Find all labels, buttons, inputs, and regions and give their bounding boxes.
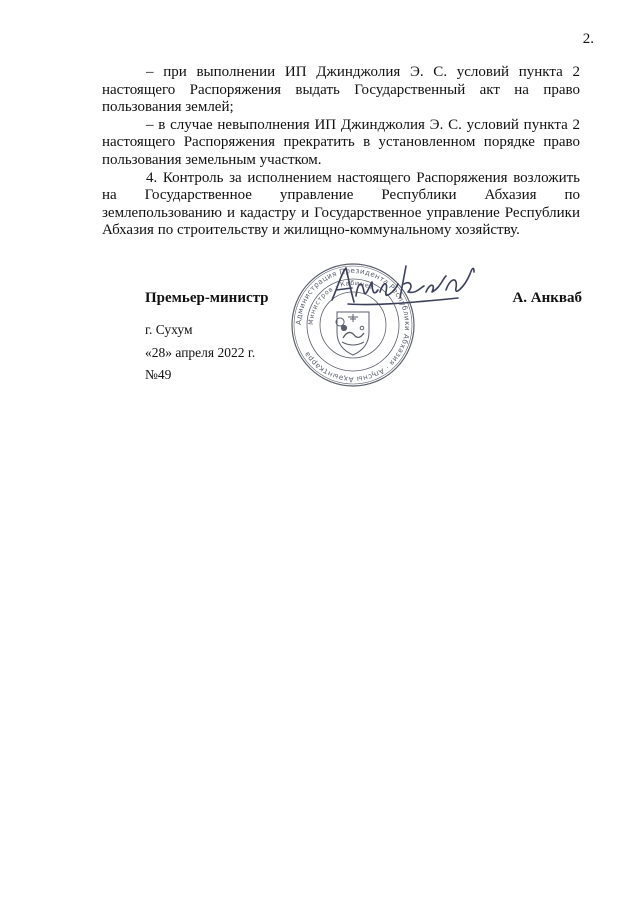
document-number: №49 xyxy=(145,367,172,382)
paragraph-1: – при выполнении ИП Джинджолия Э. С. условий пункта 2 настоящего Распоряжения выдать Государственный акт на право пользования землей; xyxy=(102,64,580,116)
paragraph-2: – в случае невыполнения ИП Джинджолия Э. С. условий пункта 2 настоящего Распоряжения прекратить в установленном порядке право пользования земельным участком. xyxy=(102,116,580,168)
handwritten-signature-icon xyxy=(328,262,478,312)
position-title: Премьер-министр xyxy=(145,290,269,306)
seal-outer-text: Администрация Президента Республики Абхазия · Аҧсны Аҳәынҭқарра xyxy=(293,265,413,385)
signer-name: А. Анкваб xyxy=(512,290,582,306)
place-of-issue: г. Сухум xyxy=(145,322,193,337)
document-date: «28» апреля 2022 г. xyxy=(145,345,256,360)
seal-emblem-icon xyxy=(336,312,369,355)
paragraph-3: 4. Контроль за исполнением настоящего Распоряжения возложить на Государственное управление Республики Абхазия по землепользованию и кадастру и Государственное управление Республики Абхазия по строительству и жилищно-коммунальному хозяйству. xyxy=(102,169,580,239)
document-body xyxy=(102,64,580,240)
seal-inner-text: Министров · Кабинет · xyxy=(306,278,381,326)
page-number: 2. xyxy=(582,31,594,47)
